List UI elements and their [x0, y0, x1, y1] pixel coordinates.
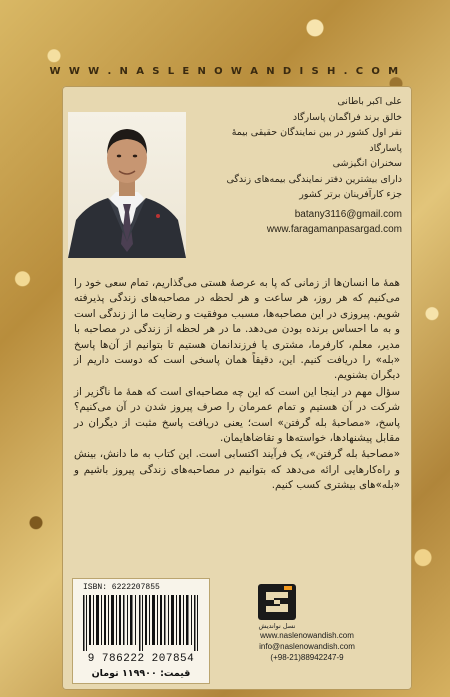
author-line: نفر اول کشور در بین نمایندگان حقیقی بیمهٔ پاسارگاد: [231, 127, 402, 154]
author-website[interactable]: www.faragamanpasargad.com: [266, 224, 402, 235]
publisher-logo-icon: [254, 580, 300, 624]
barcode-box: [72, 578, 210, 684]
blurb-paragraph: همهٔ ما انسان‌ها از زمانی که پا به عرصهٔ هستی می‌گذاریم، تمام سعی خود را می‌کنیم که هر روز، هر ساعت و هر لحظه در مصاحبه‌های زندگی پذیرفته شویم. پیروزی در این مصاحبه‌ها، مسبب موفقیت و رضایت ما از زندگی است و به ما احساس برنده بودن می‌دهد. ما در هر لحظه از زندگی در مصاحبه با مدیر، معلم، کارفرما، مشتری یا فرزندانمان هستیم تا بتوانیم از آن‌ها پاسخ «بله» را دریافت کنیم. این، دقیقاً همان پاسخی است که دوست داریم از دیگران بشنویم.: [74, 277, 400, 382]
author-line: جزء کارآفرینان برتر کشور: [299, 189, 402, 200]
blurb-paragraph: سؤال مهم در اینجا این است که این چه مصاحبه‌ای است که همهٔ ما ناگزیر از شرکت در آن هستیم و تمام عمرمان را صرف پیروز شدن در آن می‌کنیم؟ پاسخ، «مصاحبهٔ بله گرفتن» است؛ یعنی دریافت پاسخ مثبت از دیگران در مقابل پیشنهادها، خواسته‌ها و تقاضاهایمان.: [74, 385, 400, 445]
publisher-website[interactable]: www.naslenowandish.com: [260, 631, 354, 640]
blurb-paragraph: «مصاحبهٔ بله گرفتن»، یک فرآیند اکتسابی است. این کتاب به ما دانش، بینش و راه‌کارهایی ارائه می‌دهد که بتوانیم در مصاحبه‌های زندگی پیروز باشیم و «بله»های بیشتری کسب کنیم.: [74, 448, 400, 492]
publisher-contact: [212, 630, 402, 663]
publisher-email[interactable]: info@naslenowandish.com: [259, 642, 355, 651]
publisher-phone: (+98-21)88942247-9: [270, 653, 344, 662]
publisher-name: نسل نواندیش: [258, 622, 296, 630]
author-line: خالق برند فراگمان پاسارگاد: [292, 111, 402, 123]
bottom-info: [72, 578, 402, 686]
author-portrait: [68, 112, 186, 258]
author-line: سخنران انگیزشی: [332, 158, 402, 169]
blurb: [74, 276, 400, 495]
author-name: علی اکبر باطانی: [337, 96, 402, 107]
isbn-label: ISBN: 6222207855: [83, 583, 160, 592]
price-label: قیمت: ۱۱۹۹۰۰ تومان: [91, 668, 191, 679]
author-info: [202, 94, 402, 238]
author-email[interactable]: batany3116@gmail.com: [294, 208, 402, 220]
barcode-icon: [83, 595, 199, 651]
author-line: دارای بیشترین دفتر نمایندگی بیمه‌های زندگی: [226, 173, 402, 185]
publisher-website-banner: W W W . N A S L E N O W A N D I S H . C O M: [49, 66, 401, 77]
barcode-number: 9 786222 207854: [87, 653, 195, 665]
